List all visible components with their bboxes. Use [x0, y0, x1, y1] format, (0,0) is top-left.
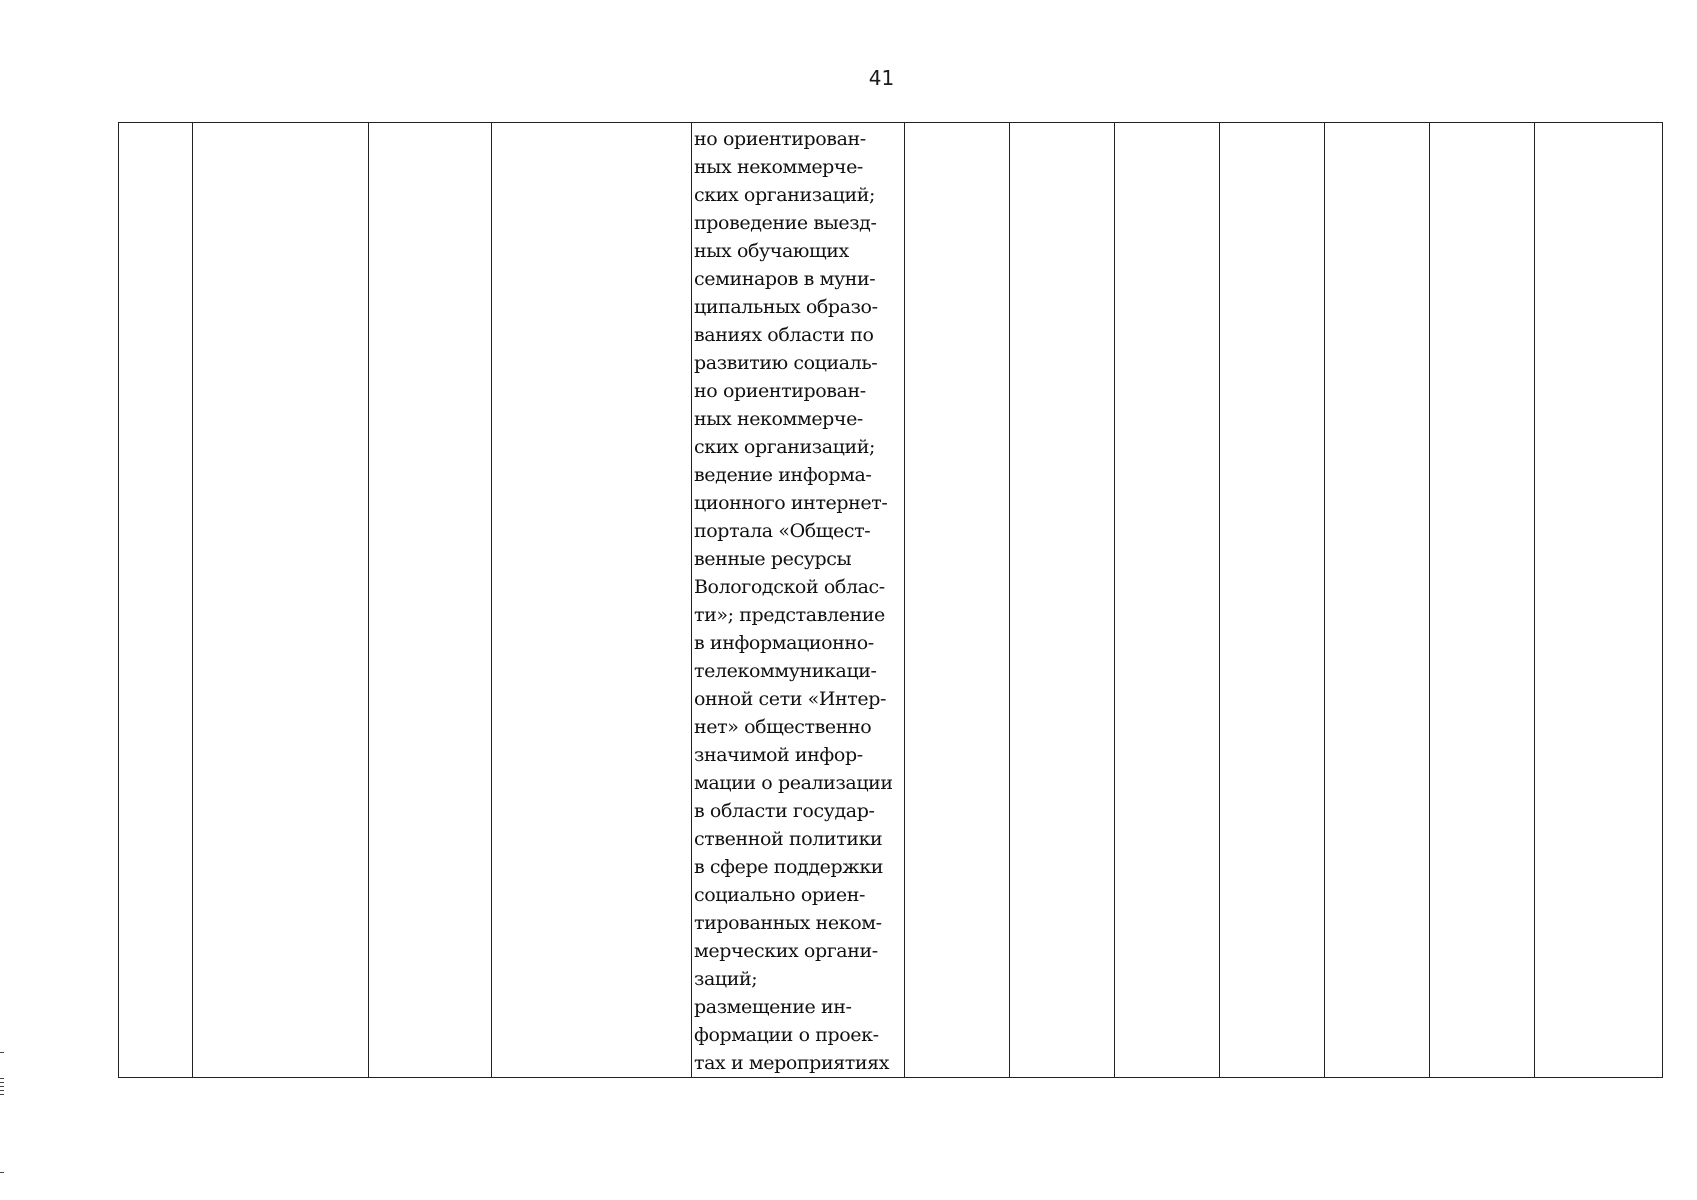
margin-mark: [0, 1172, 4, 1173]
table-cell: [1430, 123, 1535, 1078]
text-line: телекоммуникаци-: [694, 660, 877, 682]
margin-mark: [0, 1094, 4, 1095]
text-line: ных некоммерче-: [694, 408, 863, 430]
text-line: значимой инфор-: [694, 744, 863, 766]
table-cell: [119, 123, 193, 1078]
text-line: размещение ин-: [694, 996, 852, 1018]
text-line: ных некоммерче-: [694, 156, 863, 178]
text-line: нет» общественно: [694, 716, 872, 738]
table-cell: [369, 123, 492, 1078]
text-line: венные ресурсы: [694, 548, 852, 570]
text-line: социально ориен-: [694, 884, 866, 906]
text-line: но ориентирован-: [694, 128, 866, 150]
document-table: [118, 122, 1663, 1078]
text-line: ционного интернет-: [694, 492, 888, 514]
text-line: проведение выезд-: [694, 212, 877, 234]
text-line: заций;: [694, 968, 758, 990]
text-line: в области государ-: [694, 800, 875, 822]
text-line: семинаров в муни-: [694, 268, 876, 290]
table-cell: [193, 123, 369, 1078]
text-line: в сфере поддержки: [694, 856, 884, 878]
cell-text-block: [692, 123, 904, 1077]
text-line: ти»; представление: [694, 604, 885, 626]
margin-mark: [0, 1090, 4, 1091]
table-cell: [492, 123, 692, 1078]
table-cell: [1115, 123, 1220, 1078]
text-line: ских организаций;: [694, 436, 875, 458]
text-line: но ориентирован-: [694, 380, 866, 402]
table-cell: [905, 123, 1010, 1078]
text-line: портала «Общест-: [694, 520, 871, 542]
page-number: 41: [868, 66, 895, 90]
text-line: ственной политики: [694, 828, 883, 850]
text-line: ваниях области по: [694, 324, 874, 346]
margin-mark: [0, 1082, 4, 1083]
text-line: ципальных образо-: [694, 296, 878, 318]
text-line: развитию социаль-: [694, 352, 878, 374]
text-line: в информационно-: [694, 632, 874, 654]
text-line: мации о реализации: [694, 772, 893, 794]
text-line: тированных неком-: [694, 912, 882, 934]
text-line: ских организаций;: [694, 184, 875, 206]
table-cell: [1325, 123, 1430, 1078]
table-cell: [1220, 123, 1325, 1078]
text-line: мерческих органи-: [694, 940, 878, 962]
margin-mark: [0, 1086, 4, 1087]
table-cell: [1010, 123, 1115, 1078]
margin-mark: [0, 1052, 4, 1053]
table-cell: [1535, 123, 1663, 1078]
table-cell-text: [692, 123, 905, 1078]
text-line: тах и мероприятиях: [694, 1052, 890, 1074]
table-row: [119, 123, 1663, 1078]
text-line: Вологодской облас-: [694, 576, 885, 598]
margin-mark: [0, 1078, 4, 1079]
text-line: ных обучающих: [694, 240, 849, 262]
text-line: ведение информа-: [694, 464, 872, 486]
text-line: онной сети «Интер-: [694, 688, 887, 710]
text-line: формации о проек-: [694, 1024, 879, 1046]
